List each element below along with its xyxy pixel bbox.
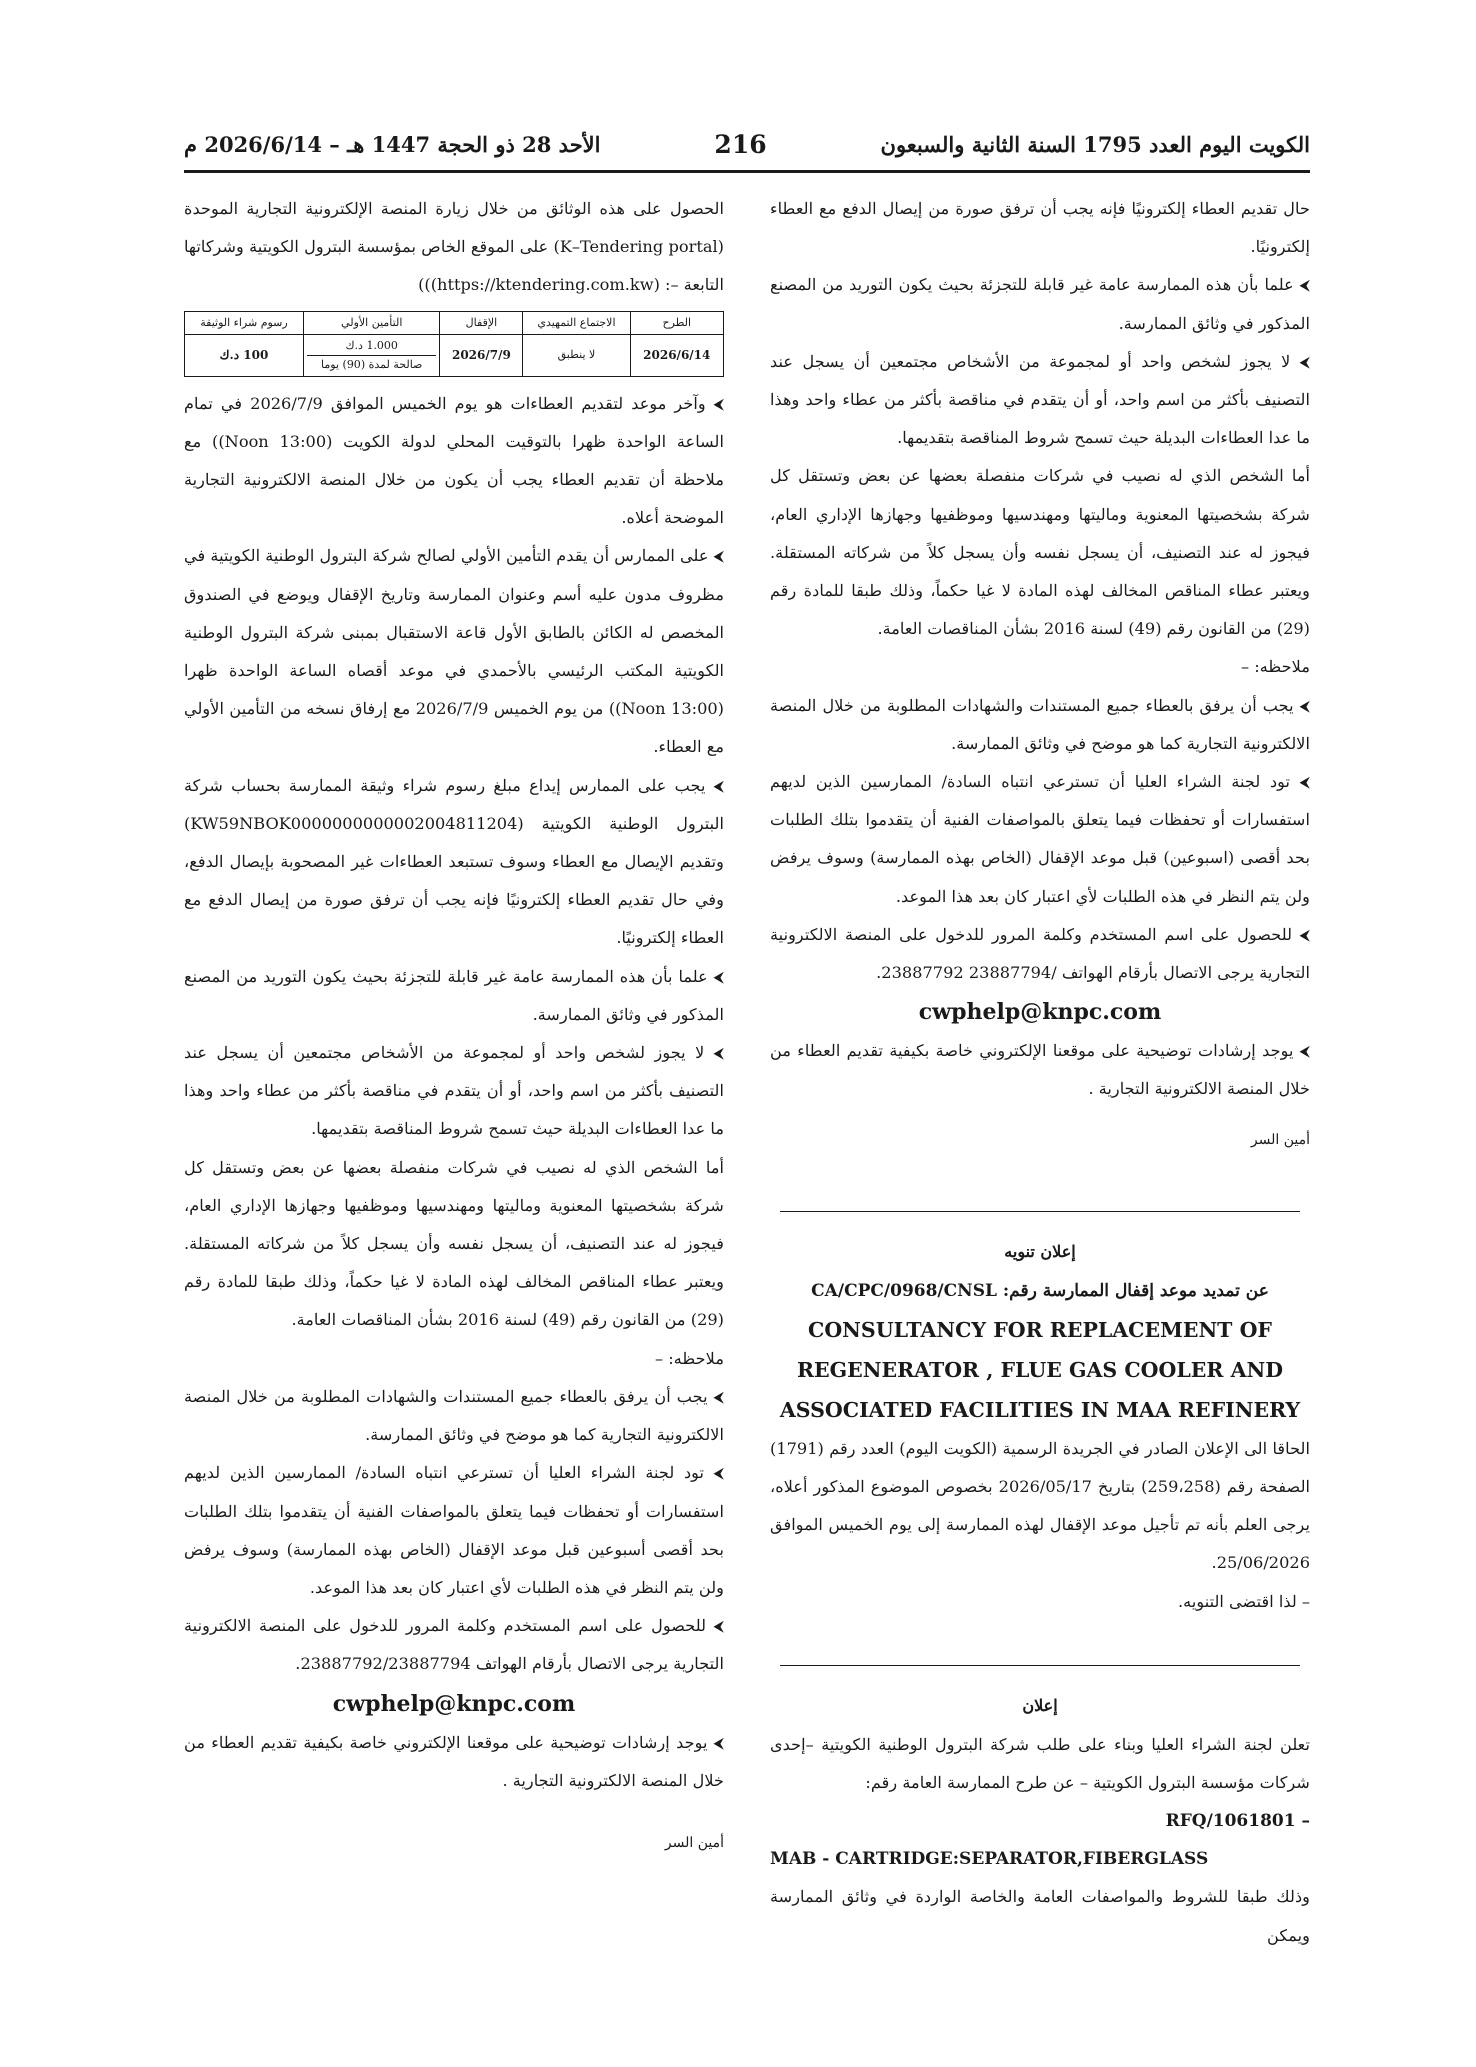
left-column bbox=[184, 190, 724, 1862]
tender-table bbox=[184, 311, 724, 377]
paragraph: ⮜ يوجد إرشادات توضيحية على موقعنا الإلكتروني خاصة بكيفية تقديم العطاء من خلال المنصة الالكترونية التجارية . bbox=[184, 1732, 724, 1790]
paragraph: ⮜ علما بأن هذه الممارسة عامة غير قابلة للتجزئة بحيث يكون التوريد من المصنع المذكور في وثائق الممارسة. bbox=[770, 275, 1311, 333]
table-cell: لا ينطبق bbox=[523, 334, 630, 376]
notice-body: تعلن لجنة الشراء العليا وبناء على طلب شركة البترول الوطنية الكويتية –إحدى شركات مؤسسة البترول الكويتية – عن طرح الممارسة العامة رقم: bbox=[770, 1734, 1310, 1793]
rfq-item: MAB - CARTRIDGE:SEPARATOR,FIBERGLASS bbox=[770, 1849, 1209, 1870]
table-header-row bbox=[185, 311, 724, 334]
table-cell-value: 1.000 د.ك bbox=[345, 338, 398, 352]
paragraph: ⮜ يجب أن يرفق بالعطاء جميع المستندات والشهادات المطلوبة من خلال المنصة الالكترونية التجارية كما هو موضح في وثائق الممارسة. bbox=[184, 1386, 724, 1445]
section-divider bbox=[780, 1665, 1300, 1666]
page-header bbox=[184, 124, 1310, 164]
page-number: 216 bbox=[714, 129, 767, 159]
signature: أمين السر bbox=[664, 1834, 724, 1851]
bullet-marker: ⮜ bbox=[1293, 1042, 1310, 1061]
note-label: ملاحظه: – bbox=[655, 1348, 724, 1368]
bullet-marker: ⮜ bbox=[1292, 925, 1311, 944]
paragraph: ⮜ على الممارس أن يقدم التأمين الأولي لصالح شركة البترول الوطنية الكويتية في مظروف مدون عليه أسم وعنوان الممارسة وتاريخ الإقفال ويوضع في الصندوق المخصص له الكائن بالطابق الأول قاعة الاستقبال بمبنى شركة البترول الوطنية الكويتية المكتب الرئيسي بالأحمدي في موعد أقصاه الساعة الواحدة ظهرا (Noon 13:00)) من يوم الخميس 2026/7/9 مع إرفاق نسخه من التأمين الأولي مع العطاء. bbox=[184, 546, 724, 757]
table-cell: 100 د.ك bbox=[185, 334, 304, 376]
paragraph: ⮜ لا يجوز لشخص واحد أو لمجموعة من الأشخاص مجتمعين أن يسجل عند التصنيف بأكثر من اسم واحد، أو أن يتقدم في مناقصة بأكثر من عطاء واحد وهذا ما عدا العطاءات البديلة حيث تسمح شروط المناقصة بتقديمها. bbox=[184, 1043, 725, 1139]
notice-body: وذلك طبقا للشروط والمواصفات العامة والخاصة الواردة في وثائق الممارسة ويمكن bbox=[770, 1887, 1310, 1945]
paragraph: ⮜ للحصول على اسم المستخدم وكلمة المرور للدخول على المنصة الالكترونية التجارية يرجى الاتصال بأرقام الهواتف /23887794 23887792. bbox=[770, 924, 1311, 983]
bullet-marker: ⮜ bbox=[704, 1044, 725, 1063]
bullet-marker: ⮜ bbox=[705, 776, 724, 795]
paragraph: أما الشخص الذي له نصيب في شركات منفصلة بعضها عن بعض وتستقل كل شركة بشخصيتها المعنوية وماليتها ومهندسيها وموظفيها وجهازها الإداري العام، فيجوز له عند التصنيف، أن يسجل نفسه وأن يسجل كلاً من شركاته المستقلة. ويعتبر عطاء المناقص المخالف لهذه المادة لا غيا حكماً، وذلك طبقا للمادة رقم (29) من القانون رقم (49) لسنة 2016 بشأن المناقصات العامة. bbox=[184, 1157, 724, 1330]
table-cell: 2026/7/9 bbox=[440, 334, 523, 376]
bullet-marker: ⮜ bbox=[1293, 696, 1310, 715]
notice-reference: عن تمديد موعد إقفال الممارسة رقم: CA/CPC/0968/CNSL bbox=[811, 1280, 1269, 1301]
bullet-marker: ⮜ bbox=[707, 967, 725, 986]
support-email: cwphelp@knpc.com bbox=[918, 999, 1162, 1026]
table-cell-note: صالحة لمدة (90) يوما bbox=[307, 355, 436, 374]
notice-title: إعلان تنويه bbox=[1004, 1241, 1076, 1261]
paragraph: ⮜ لا يجوز لشخص واحد أو لمجموعة من الأشخاص مجتمعين أن يسجل عند التصنيف بأكثر من اسم واحد، أو أن يتقدم في مناقصة بأكثر من عطاء واحد وهذا ما عدا العطاءات البديلة حيث تسمح شروط المناقصة بتقديمها. bbox=[770, 351, 1311, 448]
bullet-marker: ⮜ bbox=[706, 1617, 725, 1636]
support-email: cwphelp@knpc.com bbox=[332, 1690, 576, 1717]
table-row bbox=[185, 334, 724, 376]
header-date: الأحد 28 ذو الحجة 1447 هـ – 2026/6/14 م bbox=[184, 131, 601, 157]
table-cell: 2026/6/14 bbox=[630, 334, 723, 376]
paragraph: ⮜ تود لجنة الشراء العليا أن تسترعي انتباه السادة/ الممارسين الذين لديهم استفسارات أو تحفظات فيما يتعلق بالمواصفات الفنية أن يتقدموا بتلك الطلبات بحد أقصى (اسبوعين) قبل موعد الإقفال (الخاص بهذه الممارسة) وسوف يرفض ولن يتم النظر في هذه الطلبات لأي اعتبار كان بعد هذا الموعد. bbox=[770, 772, 1311, 906]
bullet-marker: ⮜ bbox=[1293, 276, 1311, 295]
section-divider bbox=[780, 1211, 1300, 1212]
bullet-marker: ⮜ bbox=[708, 547, 724, 566]
signature: أمين السر bbox=[1250, 1131, 1310, 1148]
notice-closing: – لذا اقتضى التنويه. bbox=[1178, 1591, 1310, 1611]
note-label: ملاحظه: – bbox=[1241, 657, 1310, 677]
paragraph: ⮜ يجب أن يرفق بالعطاء جميع المستندات والشهادات المطلوبة من خلال المنصة الالكترونية التجارية كما هو موضح في وثائق الممارسة. bbox=[770, 695, 1310, 753]
notice-title: إعلان bbox=[1022, 1695, 1058, 1715]
right-column bbox=[770, 190, 1310, 1955]
bullet-marker: ⮜ bbox=[1290, 352, 1311, 371]
paragraph: ⮜ تود لجنة الشراء العليا أن تسترعي انتباه السادة/ الممارسين الذين لديهم استفسارات أو تحفظات فيما يتعلق بالمواصفات الفنية أن يتقدموا بتلك الطلبات بحد أقصى أسبوعين قبل موعد الإقفال (الخاص بهذه الممارسة) وسوف يرفض ولن يتم النظر في هذه الطلبات لأي اعتبار كان بعد هذا الموعد. bbox=[184, 1463, 725, 1597]
paragraph: ⮜ للحصول على اسم المستخدم وكلمة المرور للدخول على المنصة الالكترونية التجارية يرجى الاتصال بأرقام الهواتف 23887792/23887794. bbox=[184, 1616, 725, 1674]
table-header: الطرح bbox=[630, 311, 723, 334]
bullet-marker: ⮜ bbox=[705, 394, 725, 413]
paragraph: أما الشخص الذي له نصيب في شركات منفصلة بعضها عن بعض وتستقل كل شركة بشخصيتها المعنوية وماليتها ومهندسيها وموظفيها وجهازها الإداري العام، فيجوز له عند التصنيف، أن يسجل نفسه وأن يسجل كلاً من شركاته المستقلة. ويعتبر عطاء المناقص المخالف لهذه المادة لا غيا حكماً، وذلك طبقا للمادة رقم (29) من القانون رقم (49) لسنة 2016 بشأن المناقصات العامة. bbox=[770, 466, 1310, 639]
paragraph: ⮜ يجب على الممارس إيداع مبلغ رسوم شراء وثيقة الممارسة بحساب شركة البترول الوطنية الكويتية (KW59NBOK0000000000002004811204) وتقديم الإيصال مع العطاء وسوف تستبعد العطاءات غير المصحوبة بإيصال الدفع، وفي حال تقديم العطاء إلكترونيًا فإنه يجب أن ترفق صورة من إيصال الدفع مع العطاء إلكترونيًا. bbox=[184, 775, 724, 948]
bullet-marker: ⮜ bbox=[707, 1387, 724, 1406]
header-rule bbox=[184, 170, 1310, 173]
table-header: الاجتماع التمهيدي bbox=[523, 311, 630, 334]
table-header: التأمين الأولي bbox=[303, 311, 439, 334]
notice-english-title: CONSULTANCY FOR REPLACEMENT OF REGENERATOR , FLUE GAS COOLER AND ASSOCIATED FACILITIES IN MAA REFINERY bbox=[779, 1317, 1301, 1422]
table-header: الإقفال bbox=[440, 311, 523, 334]
paragraph: الحصول على هذه الوثائق من خلال زيارة المنصة الإلكترونية التجارية الموحدة (K–Tendering portal) على الموقع الخاص بمؤسسة البترول الكويتية وشركاتها التابعة –: (https://ktendering.com.kw))) bbox=[184, 199, 724, 295]
bullet-marker: ⮜ bbox=[704, 1464, 725, 1483]
paragraph: ⮜ علما بأن هذه الممارسة عامة غير قابلة للتجزئة بحيث يكون التوريد من المصنع المذكور في وثائق الممارسة. bbox=[184, 966, 725, 1024]
paragraph: ⮜ وآخر موعد لتقديم العطاءات هو يوم الخميس الموافق 2026/7/9 في تمام الساعة الواحدة ظهرا بالتوقيت المحلي لدولة الكويت (Noon 13:00)) مع ملاحظة أن تقديم العطاء يجب أن يكون من خلال المنصة الالكترونية التجارية الموضحة أعلاه. bbox=[184, 393, 725, 528]
table-header: رسوم شراء الوثيقة bbox=[185, 311, 304, 334]
header-issue: الكويت اليوم العدد 1795 السنة الثانية والسبعون bbox=[880, 131, 1310, 157]
paragraph: ⮜ يوجد إرشادات توضيحية على موقعنا الإلكتروني خاصة بكيفية تقديم العطاء من خلال المنصة الالكترونية التجارية . bbox=[770, 1041, 1310, 1099]
notice-body: الحاقا الى الإعلان الصادر في الجريدة الرسمية (الكويت اليوم) العدد رقم (1791) الصفحة رقم (259،258) بتاريخ 2026/05/17 بخصوص الموضوع المذكور أعلاه، يرجى العلم بأنه تم تأجيل موعد الإقفال لهذه الممارسة إلى يوم الخميس الموافق 25/06/2026. bbox=[770, 1438, 1310, 1573]
bullet-marker: ⮜ bbox=[1290, 773, 1311, 792]
rfq-number: RFQ/1061801 – bbox=[1165, 1811, 1310, 1832]
bullet-marker: ⮜ bbox=[707, 1733, 724, 1752]
paragraph: حال تقديم العطاء إلكترونيًا فإنه يجب أن ترفق صورة من إيصال الدفع مع العطاء إلكترونيًا. bbox=[770, 199, 1310, 257]
table-cell bbox=[303, 334, 439, 376]
